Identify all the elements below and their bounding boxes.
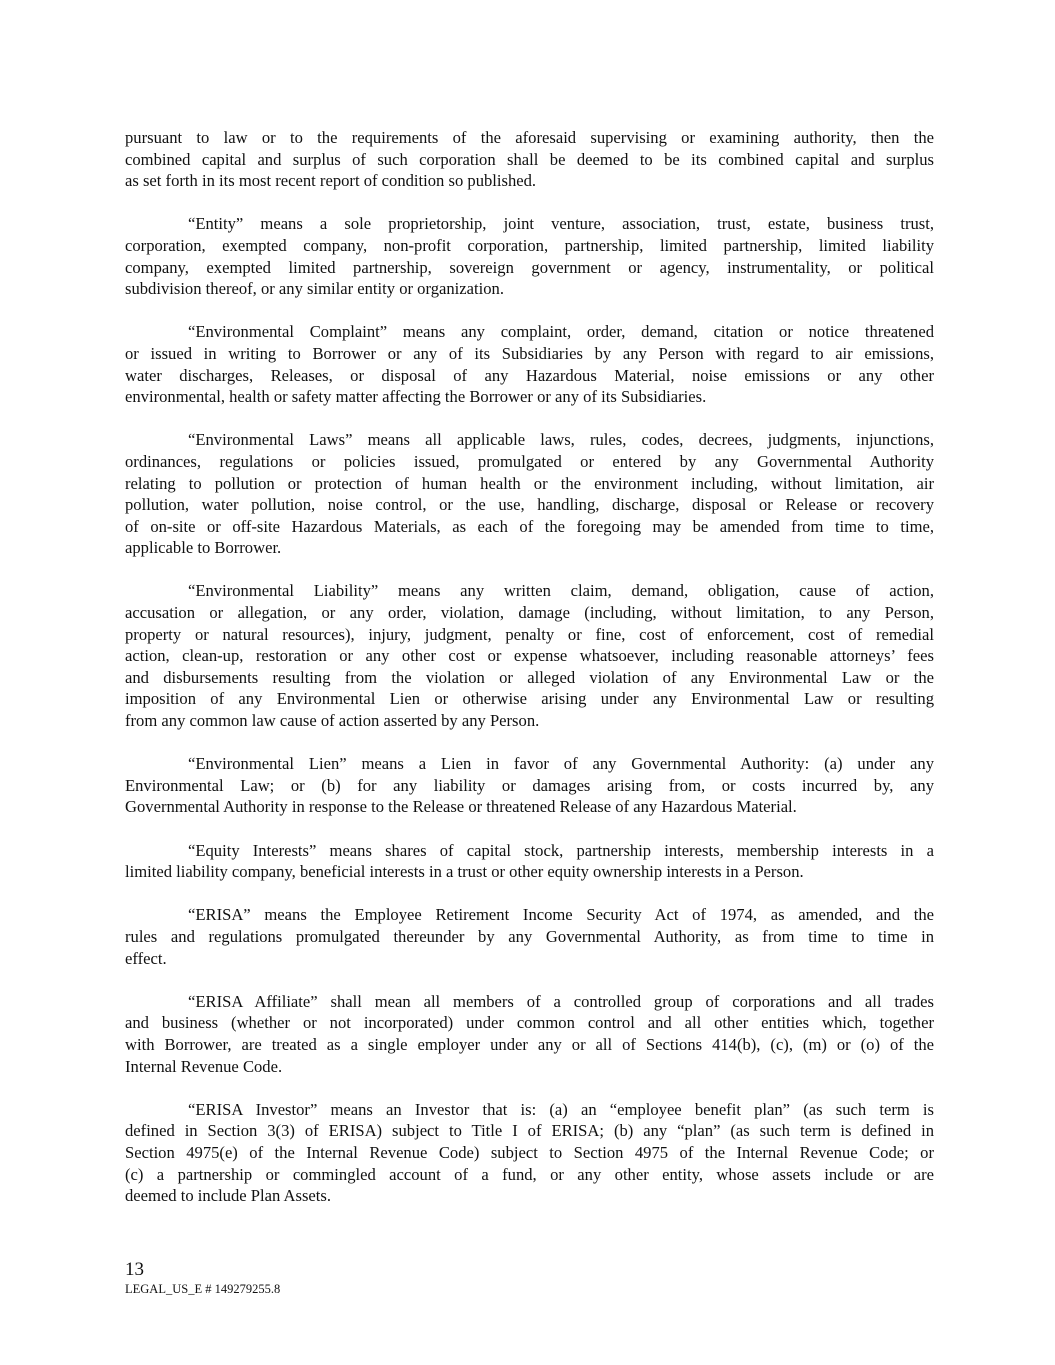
paragraph-line: “ERISA Affiliate” shall mean all members of a controlled group of corporations and all trades <box>188 991 934 1011</box>
paragraph-line: accusation or allegation, or any order, violation, damage (including, without limitation, to any Person, <box>125 603 934 623</box>
paragraph-line: and disbursements resulting from the violation or alleged violation of any Environmental Law or the <box>125 667 934 687</box>
paragraph-line: Environmental Law; or (b) for any liability or damages arising from, or costs incurred by, any <box>125 775 934 795</box>
paragraph-line: (c) a partnership or commingled account of a fund, or any other entity, whose assets include or are <box>125 1164 934 1184</box>
paragraph-line: environmental, health or safety matter affecting the Borrower or any of its Subsidiaries. <box>125 387 707 407</box>
paragraph-line: and business (whether or not incorporated) under common control and all other entities which, together <box>125 1013 934 1033</box>
paragraph <box>125 840 934 883</box>
paragraph-line: “ERISA Investor” means an Investor that is: (a) an “employee benefit plan” (as such term is <box>188 1099 934 1119</box>
paragraph-line: corporation, exempted company, non-profit corporation, partnership, limited partnership, limited liability <box>125 235 934 255</box>
paragraph <box>125 753 934 818</box>
paragraph-line: combined capital and surplus of such corporation shall be deemed to be its combined capital and surplus <box>125 149 934 169</box>
paragraph <box>125 127 934 192</box>
paragraph-line: action, clean-up, restoration or any other cost or expense whatsoever, including reasonable attorneys’ fees <box>125 646 934 666</box>
paragraph-line: “Entity” means a sole proprietorship, joint venture, association, trust, estate, business trust, <box>188 214 934 234</box>
paragraph-line: applicable to Borrower. <box>125 538 282 558</box>
paragraph-line: imposition of any Environmental Lien or otherwise arising under any Environmental Law or resulting <box>125 689 934 709</box>
paragraph-line: or issued in writing to Borrower or any of its Subsidiaries by any Person with regard to air emissions, <box>125 343 934 363</box>
paragraph-line: limited liability company, beneficial interests in a trust or other equity ownership interests in a Person. <box>125 862 804 882</box>
paragraph <box>125 1099 934 1207</box>
paragraph-line: subdivision thereof, or any similar entity or organization. <box>125 279 504 299</box>
paragraph <box>125 580 934 731</box>
paragraph-line: “Environmental Laws” means all applicable laws, rules, codes, decrees, judgments, injunctions, <box>188 430 934 450</box>
paragraph-line: effect. <box>125 948 167 968</box>
paragraph-line: of on-site or off-site Hazardous Materials, as each of the foregoing may be amended from time to time, <box>125 516 934 536</box>
paragraph-line: “ERISA” means the Employee Retirement Income Security Act of 1974, as amended, and the <box>188 905 934 925</box>
paragraph-line: defined in Section 3(3) of ERISA) subject to Title I of ERISA; (b) any “plan” (as such term is defined in <box>125 1121 934 1141</box>
paragraph-line: company, exempted limited partnership, sovereign government or agency, instrumentality, or political <box>125 257 934 277</box>
page-footer <box>125 1259 280 1297</box>
paragraph-line: water discharges, Releases, or disposal of any Hazardous Material, noise emissions or any other <box>125 365 934 385</box>
page-number: 13 <box>125 1259 144 1280</box>
paragraph-line: “Environmental Complaint” means any complaint, order, demand, citation or notice threatened <box>188 322 934 342</box>
paragraph-line: as set forth in its most recent report of condition so published. <box>125 171 537 191</box>
document-body <box>125 127 934 1228</box>
paragraph-line: property or natural resources), injury, judgment, penalty or fine, cost of enforcement, cost of remedial <box>125 624 934 644</box>
document-id: LEGAL_US_E # 149279255.8 <box>125 1282 281 1296</box>
paragraph-line: with Borrower, are treated as a single employer under any or all of Sections 414(b), (c), (m) or (o) of the <box>125 1034 934 1054</box>
paragraph <box>125 991 934 1077</box>
paragraph-line: “Environmental Lien” means a Lien in favor of any Governmental Authority: (a) under any <box>188 754 934 774</box>
paragraph-line: deemed to include Plan Assets. <box>125 1186 332 1206</box>
paragraph <box>125 321 934 407</box>
paragraph-line: from any common law cause of action asserted by any Person. <box>125 711 540 731</box>
paragraph-line: “Environmental Liability” means any written claim, demand, obligation, cause of action, <box>188 581 934 601</box>
paragraph <box>125 904 934 969</box>
paragraph-line: Governmental Authority in response to the Release or threatened Release of any Hazardous Material. <box>125 797 797 817</box>
paragraph-line: relating to pollution or protection of human health or the environment including, without limitation, air <box>125 473 934 493</box>
paragraph-line: “Equity Interests” means shares of capital stock, partnership interests, membership interests in a <box>188 840 934 860</box>
paragraph-line: Internal Revenue Code. <box>125 1056 283 1076</box>
paragraph-line: pursuant to law or to the requirements of the aforesaid supervising or examining authority, then the <box>125 128 934 147</box>
paragraph <box>125 213 934 299</box>
paragraph <box>125 429 934 559</box>
paragraph-line: pollution, water pollution, noise control, or the use, handling, discharge, disposal or Release or recovery <box>125 495 934 515</box>
paragraph-line: ordinances, regulations or policies issued, promulgated or entered by any Governmental Authority <box>125 451 934 471</box>
paragraph-line: Section 4975(e) of the Internal Revenue Code) subject to Section 4975 of the Internal Revenue Code; or <box>125 1142 934 1162</box>
paragraph-line: rules and regulations promulgated thereunder by any Governmental Authority, as from time to time in <box>125 926 934 946</box>
